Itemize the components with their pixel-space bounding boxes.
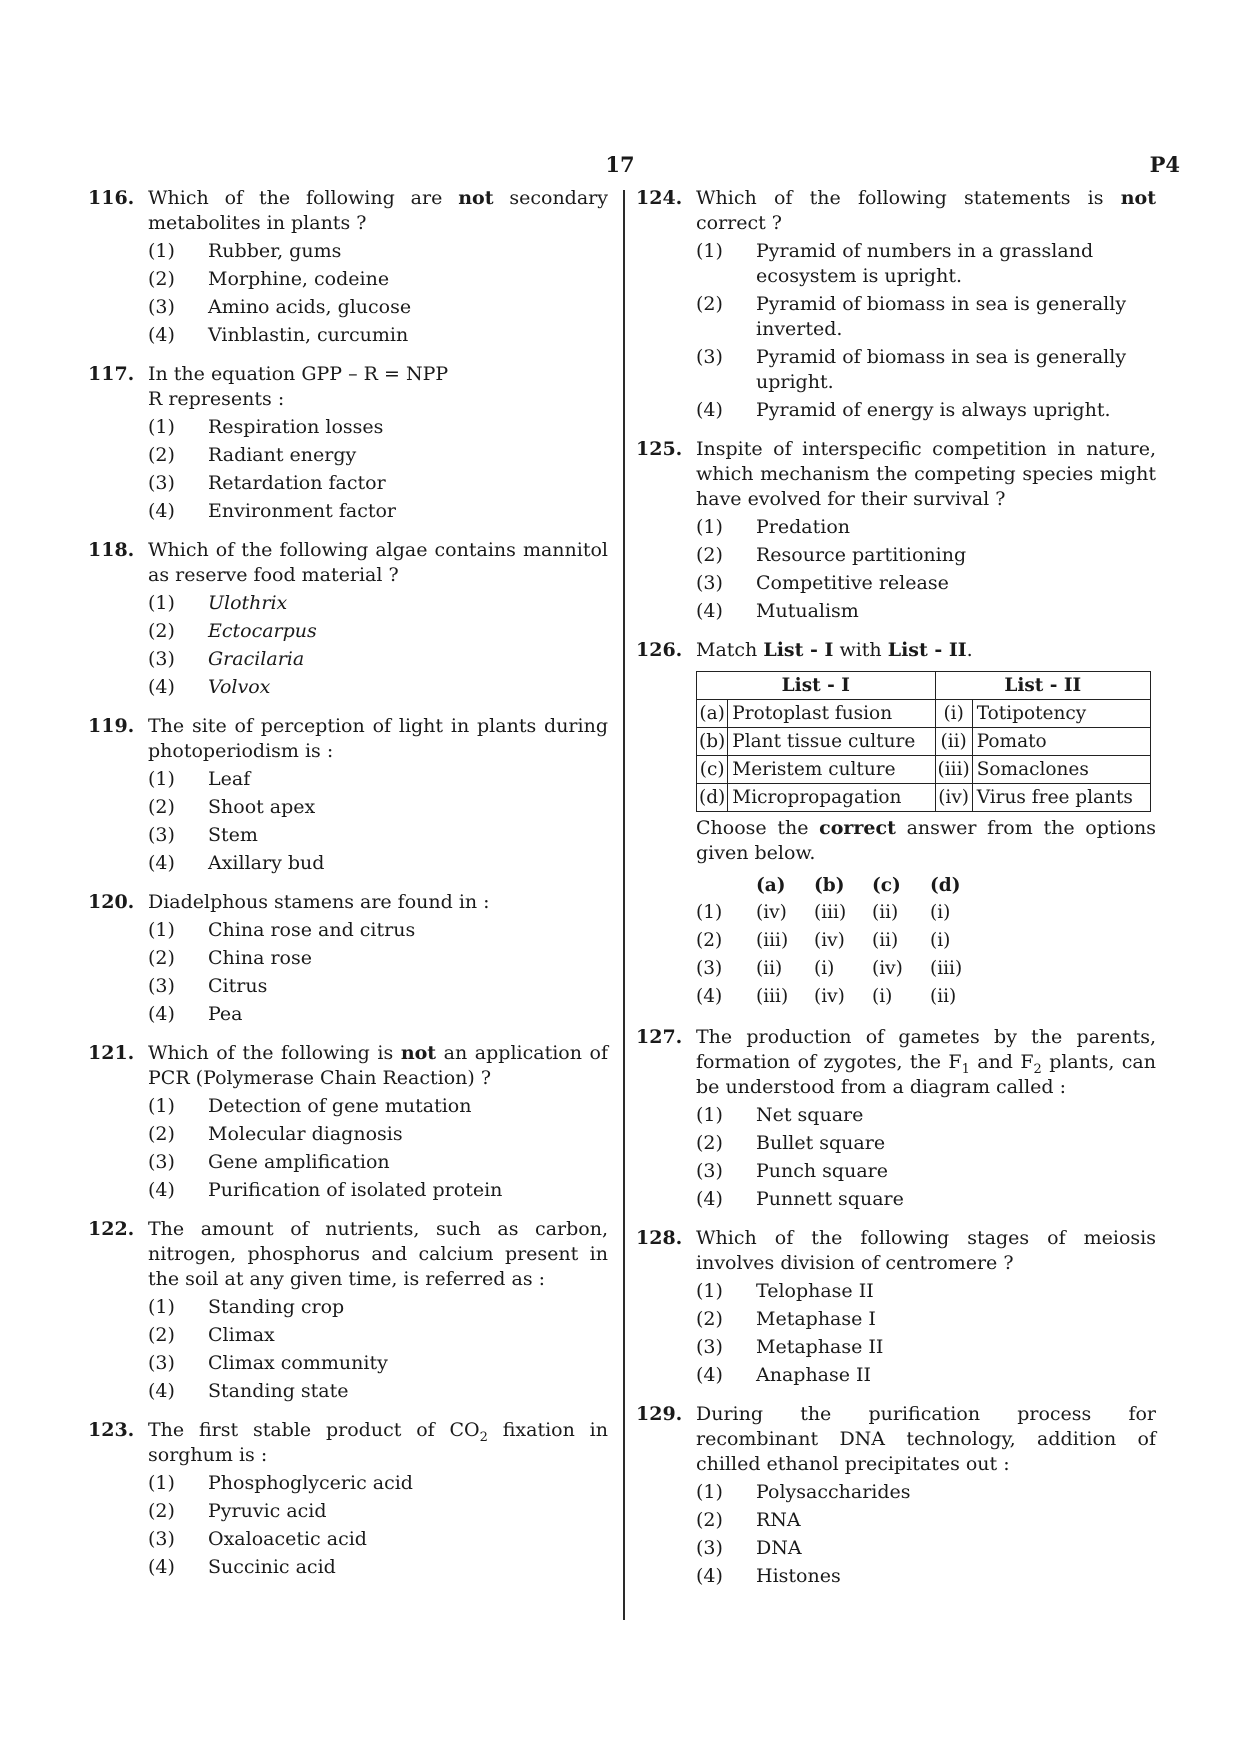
option: (4) Standing state bbox=[148, 1380, 349, 1402]
answer-row: (1) (iv) (iii) (ii) (i) bbox=[696, 902, 951, 923]
question-text: In the equation GPP – R = NPP bbox=[148, 363, 449, 385]
answer-row: (2) (iii) (iv) (ii) (i) bbox=[696, 930, 951, 951]
question-text: The amount of nutrients, such as carbon, nitrogen, phosphorus and calcium present in the soil at any given time, is referred as : bbox=[148, 1218, 608, 1290]
option: (4) Mutualism bbox=[696, 600, 859, 622]
option: (4) Environment factor bbox=[148, 500, 397, 522]
question-124 bbox=[636, 186, 1156, 423]
option: (1) Detection of gene mutation bbox=[148, 1095, 472, 1117]
page-number: 17 bbox=[605, 152, 635, 177]
option: (1) Telophase II bbox=[696, 1280, 874, 1302]
option: (2) Metaphase I bbox=[696, 1308, 876, 1330]
option: (1) Phosphoglyceric acid bbox=[148, 1472, 413, 1494]
option: (4) Pyramid of energy is always upright. bbox=[696, 399, 1111, 421]
question-text: Inspite of interspecific competition in nature, which mechanism the competing species might have evolved for their survival ? bbox=[696, 438, 1156, 510]
question-number: 120. bbox=[88, 891, 135, 913]
option: (1) Respiration losses bbox=[148, 416, 384, 438]
question-number: 128. bbox=[636, 1227, 683, 1249]
option: (2) China rose bbox=[148, 947, 312, 969]
question-125 bbox=[636, 437, 1156, 624]
table-row: (b) Plant tissue culture (ii) Pomato bbox=[697, 728, 1151, 756]
question-number: 126. bbox=[636, 639, 683, 661]
option: (4) Anaphase II bbox=[696, 1364, 872, 1386]
column-header: List - II bbox=[935, 672, 1150, 700]
question-number: 125. bbox=[636, 438, 683, 460]
option: (3) Gene amplification bbox=[148, 1151, 390, 1173]
question-text: R represents : bbox=[148, 388, 285, 410]
option: (1) China rose and citrus bbox=[148, 919, 416, 941]
match-table bbox=[696, 671, 1151, 812]
question-number: 127. bbox=[636, 1026, 683, 1048]
question-number: 123. bbox=[88, 1419, 135, 1441]
question-text: The production of gametes by the parents, formation of zygotes, the $F_1$ and $F_2$ plants, can be understood from a diagram called : bbox=[696, 1026, 1156, 1098]
question-text: During the purification process for recombinant DNA technology, addition of chilled ethanol precipitates out : bbox=[696, 1403, 1156, 1475]
option: (4) Pea bbox=[148, 1003, 243, 1025]
option: (2) Molecular diagnosis bbox=[148, 1123, 403, 1145]
question-number: 124. bbox=[636, 187, 683, 209]
question-123 bbox=[88, 1418, 608, 1580]
question-121 bbox=[88, 1041, 608, 1203]
option: (3) Metaphase II bbox=[696, 1336, 884, 1358]
option: (3) Climax community bbox=[148, 1352, 388, 1374]
option: (2) Resource partitioning bbox=[696, 544, 967, 566]
question-116 bbox=[88, 186, 608, 348]
option: (1) Predation bbox=[696, 516, 850, 538]
answer-row: (4) (iii) (iv) (i) (ii) bbox=[696, 986, 957, 1007]
option: (3) Competitive release bbox=[696, 572, 949, 594]
question-128 bbox=[636, 1226, 1156, 1388]
question-117 bbox=[88, 362, 608, 524]
choose-instruction: Choose the correct answer from the options given below. bbox=[696, 817, 1156, 864]
question-text: Which of the following algae contains mannitol as reserve food material ? bbox=[148, 539, 608, 586]
question-text: The first stable product of $CO_2$ fixation in sorghum is : bbox=[148, 1419, 608, 1466]
question-129 bbox=[636, 1402, 1156, 1589]
option: (2) Radiant energy bbox=[148, 444, 357, 466]
question-127 bbox=[636, 1025, 1156, 1212]
answer-row: (3) (ii) (i) (iv) (iii) bbox=[696, 958, 963, 979]
question-119 bbox=[88, 714, 608, 876]
option: (1) Standing crop bbox=[148, 1296, 345, 1318]
question-118 bbox=[88, 538, 608, 700]
option: (3) Stem bbox=[148, 824, 258, 846]
option: (2) Climax bbox=[148, 1324, 275, 1346]
option: (4) Punnett square bbox=[696, 1188, 904, 1210]
question-122 bbox=[88, 1217, 608, 1404]
table-header-row bbox=[697, 672, 1151, 700]
option: (1) Net square bbox=[696, 1104, 864, 1126]
option: (3) Pyramid of biomass in sea is generally upright. bbox=[696, 346, 1127, 393]
option: (3) Retardation factor bbox=[148, 472, 386, 494]
option: (1) Rubber, gums bbox=[148, 240, 342, 262]
option: (3) Punch square bbox=[696, 1160, 888, 1182]
option: (2) RNA bbox=[696, 1509, 801, 1531]
question-text: Which of the following are not secondary metabolites in plants ? bbox=[148, 187, 608, 234]
right-column bbox=[636, 186, 1156, 1603]
column-divider bbox=[623, 190, 625, 1620]
option: (2) Shoot apex bbox=[148, 796, 316, 818]
option: (2) Pyruvic acid bbox=[148, 1500, 327, 1522]
option: (4) Vinblastin, curcumin bbox=[148, 324, 409, 346]
option: (4) Axillary bud bbox=[148, 852, 325, 874]
question-120 bbox=[88, 890, 608, 1027]
option: (2) Pyramid of biomass in sea is generally inverted. bbox=[696, 293, 1127, 340]
option: (2) Bullet square bbox=[696, 1132, 886, 1154]
question-number: 122. bbox=[88, 1218, 135, 1240]
option: (3) Oxaloacetic acid bbox=[148, 1528, 367, 1550]
option: (4) Purification of isolated protein bbox=[148, 1179, 503, 1201]
question-number: 129. bbox=[636, 1403, 683, 1425]
option: (3) DNA bbox=[696, 1537, 802, 1559]
option: (2) Ectocarpus bbox=[148, 620, 317, 642]
question-126 bbox=[636, 638, 1156, 1011]
answer-header-row: (a) (b) (c) (d) bbox=[756, 875, 961, 896]
question-text: Which of the following is not an application of PCR (Polymerase Chain Reaction) ? bbox=[148, 1042, 608, 1089]
option: (4) Succinic acid bbox=[148, 1556, 336, 1578]
option: (1) Polysaccharides bbox=[696, 1481, 911, 1503]
paper-code: P4 bbox=[1149, 152, 1180, 177]
question-text: Which of the following statements is not correct ? bbox=[696, 187, 1156, 234]
table-row: (a) Protoplast fusion (i) Totipotency bbox=[697, 700, 1151, 728]
question-number: 119. bbox=[88, 715, 135, 737]
question-number: 121. bbox=[88, 1042, 135, 1064]
question-text: Match List - I with List - II. bbox=[696, 639, 973, 661]
option: (4) Histones bbox=[696, 1565, 841, 1587]
option: (3) Gracilaria bbox=[148, 648, 305, 670]
question-text: Diadelphous stamens are found in : bbox=[148, 891, 490, 913]
table-row: (c) Meristem culture (iii) Somaclones bbox=[697, 756, 1151, 784]
answer-options-table bbox=[696, 872, 988, 1011]
option: (1) Pyramid of numbers in a grassland ecosystem is upright. bbox=[696, 240, 1094, 287]
left-column bbox=[88, 186, 608, 1594]
question-number: 118. bbox=[88, 539, 135, 561]
option: (4) Volvox bbox=[148, 676, 271, 698]
question-text: The site of perception of light in plants during photoperiodism is : bbox=[148, 715, 608, 762]
question-text: Which of the following stages of meiosis involves division of centromere ? bbox=[696, 1227, 1156, 1274]
question-number: 117. bbox=[88, 363, 135, 385]
option: (3) Citrus bbox=[148, 975, 268, 997]
option: (1) Leaf bbox=[148, 768, 251, 790]
question-number: 116. bbox=[88, 187, 135, 209]
option: (2) Morphine, codeine bbox=[148, 268, 390, 290]
column-header: List - I bbox=[697, 672, 936, 700]
table-row: (d) Micropropagation (iv) Virus free plants bbox=[697, 784, 1151, 812]
option: (1) Ulothrix bbox=[148, 592, 288, 614]
option: (3) Amino acids, glucose bbox=[148, 296, 412, 318]
